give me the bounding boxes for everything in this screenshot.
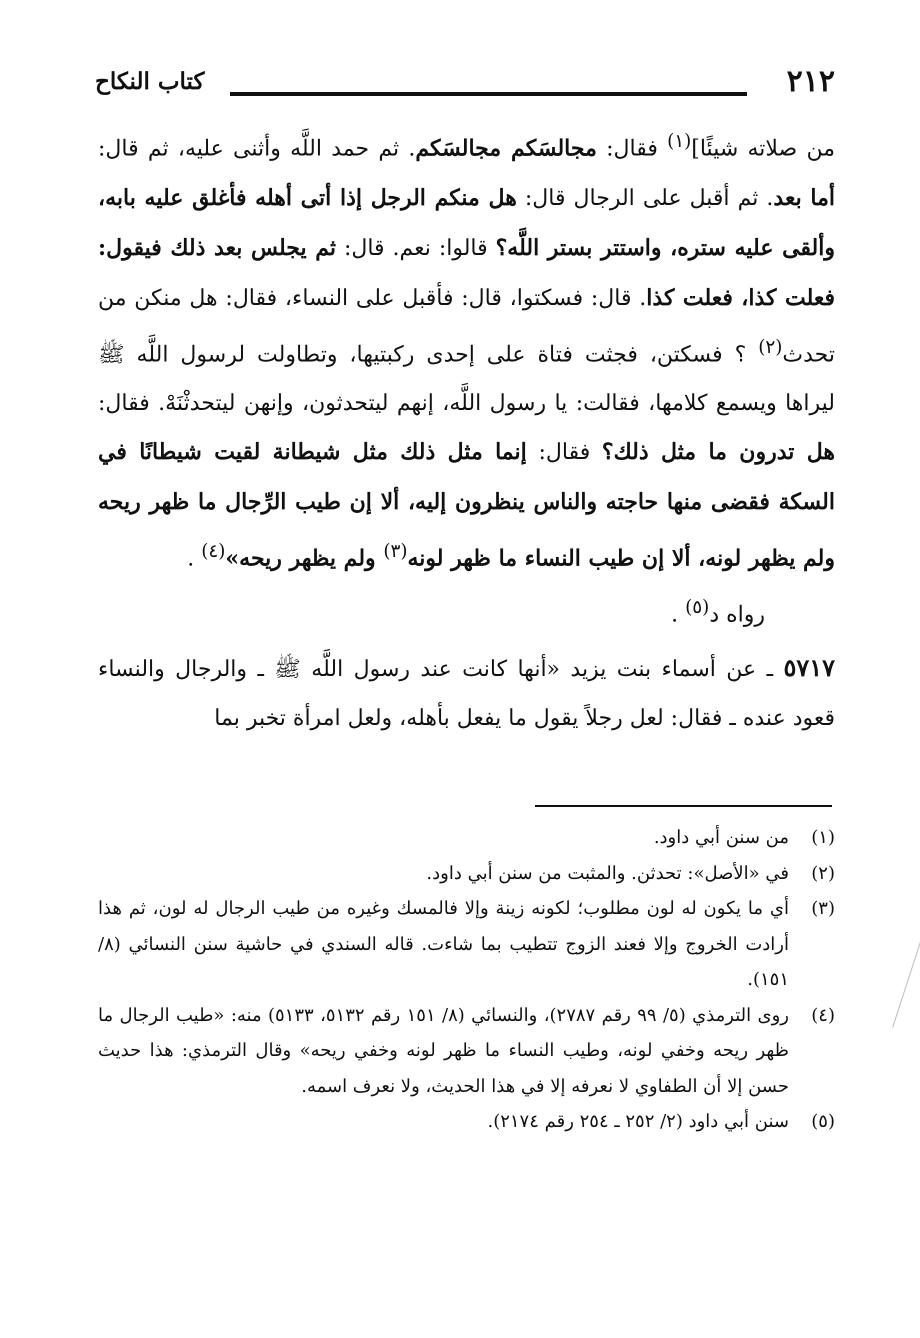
narration-source [98, 584, 835, 640]
footnote-mark: (٢) [811, 862, 835, 884]
footnote-mark: (٤) [811, 1004, 835, 1026]
text-span: رواه د [709, 602, 765, 628]
footnotes [98, 820, 835, 1140]
page-header [95, 62, 835, 106]
prophetic-speech: هل تدرون ما مثل ذلك؟ [601, 439, 836, 466]
footnote-item [98, 856, 835, 892]
footnote-ref-5[interactable]: (٥) [685, 597, 710, 619]
footnote-item [98, 1104, 835, 1140]
footnote-text: من سنن أبي داود. [653, 827, 789, 848]
footnote-separator [535, 805, 832, 807]
running-title: كتاب النكاح [95, 68, 205, 95]
footnote-text: سنن أبي داود (٢/ ٢٥٢ ـ ٢٥٤ رقم ٢١٧٤). [487, 1111, 789, 1132]
footnote-ref-4[interactable]: (٤) [201, 541, 226, 563]
hadith-paragraph [98, 118, 835, 584]
footnote-item [98, 998, 835, 1105]
footnote-ref-2[interactable]: (٢) [758, 336, 783, 358]
text-span: . [187, 546, 202, 572]
text-span: فقال: [596, 136, 668, 162]
page-number: ٢١٢ [786, 64, 835, 99]
hadith-paragraph [98, 644, 835, 744]
footnote-mark: (٥) [811, 1111, 835, 1132]
main-text [98, 118, 835, 744]
text-span: قالوا: نعم. قال: [335, 235, 496, 261]
text-span: فقال: [526, 440, 602, 466]
footnote-mark: (٣) [811, 898, 835, 919]
text-span: . قال: فسكتوا، قال: فأقبل على النساء، فقال: هل منكن من تحدث [98, 285, 835, 367]
text-span: . ثم أقبل على الرجال قال: [516, 186, 774, 212]
text-span: . [671, 602, 686, 628]
text-span: ـ عن أسماء بنت يزيد «أنها كانت عند رسول اللَّه ﷺ ـ والرجال والنساء قعود عنده ـ فقال: لعل رجلاً يقول ما يفعل بأهله، ولعل امرأة تخبر بما [98, 657, 835, 732]
prophetic-speech: هل منكم الرجل إذا أتى أهله فأغلق عليه بابه، وألقى عليه ستره، واستتر بستر اللَّه؟ [98, 185, 835, 261]
prophetic-speech: ولم يظهر ريحه» [225, 545, 384, 572]
prophetic-speech: أما بعد [773, 185, 836, 212]
footnote-mark: (١) [811, 827, 835, 848]
footnote-item [98, 820, 835, 856]
hadith-number: ٥٧١٧ [783, 653, 835, 683]
footnote-text: روى الترمذي (٥/ ٩٩ رقم ٢٧٨٧)، والنسائي (٨/ ١٥١ رقم ٥١٣٢، ٥١٣٣) منه: «طيب الرجال ما ظهر ريحه وخفي لونه، وطيب النساء ما ظهر لونه وخفي ريحه» وقال الترمذي: هذا حديث حسن إلا أن الطفاوي لا نعرفه إلا في هذا الحديث، ولا نعرف اسمه. [98, 1004, 790, 1097]
scan-edge-mark [892, 942, 920, 1029]
footnote-item [98, 891, 835, 998]
text-span: ؟ فسكتن، فجثت فتاة على إحدى ركبتيها، وتطاولت لرسول اللَّه ﷺ ليراها ويسمع كلامها، فقالت: يا رسول اللَّه، إنهم ليتحدثون، وإنهن ليتحدثْنَهْ. فقال: [98, 341, 835, 416]
footnote-ref-1[interactable]: (١) [667, 131, 692, 152]
footnote-text: أي ما يكون له لون مطلوب؛ لكونه زينة وإلا فالمسك وغيره من طيب الرجال له لون، ثم هذا أرادت الخروج وإلا فعند الزوج تتطيب بما شاءت. قاله السندي في حاشية سنن النسائي (٨/ ١٥١). [98, 898, 789, 990]
prophetic-speech: ثم يجلس بعد ذلك فيقول: فعلت كذا، فعلت كذا [98, 234, 835, 311]
footnote-ref-3[interactable]: (٣) [383, 541, 408, 563]
header-rule [230, 92, 747, 96]
text-span: من صلاته شيئًا] [691, 136, 835, 162]
prophetic-speech: إنما مثل ذلك مثل شيطانة لقيت شيطانًا في السكة فقضى منها حاجته والناس ينظرون إليه، ألا إن طيب الرِّجال ما ظهر ريحه ولم يظهر لونه، ألا إن طيب النساء ما ظهر لونه [98, 439, 835, 572]
text-span: . ثم حمد اللَّه وأثنى عليه، ثم قال: [98, 136, 416, 162]
footnote-text: في «الأصل»: تحدثن. والمثبت من سنن أبي داود. [426, 862, 789, 884]
prophetic-speech: مجالسَكم مجالسَكم [415, 135, 597, 162]
